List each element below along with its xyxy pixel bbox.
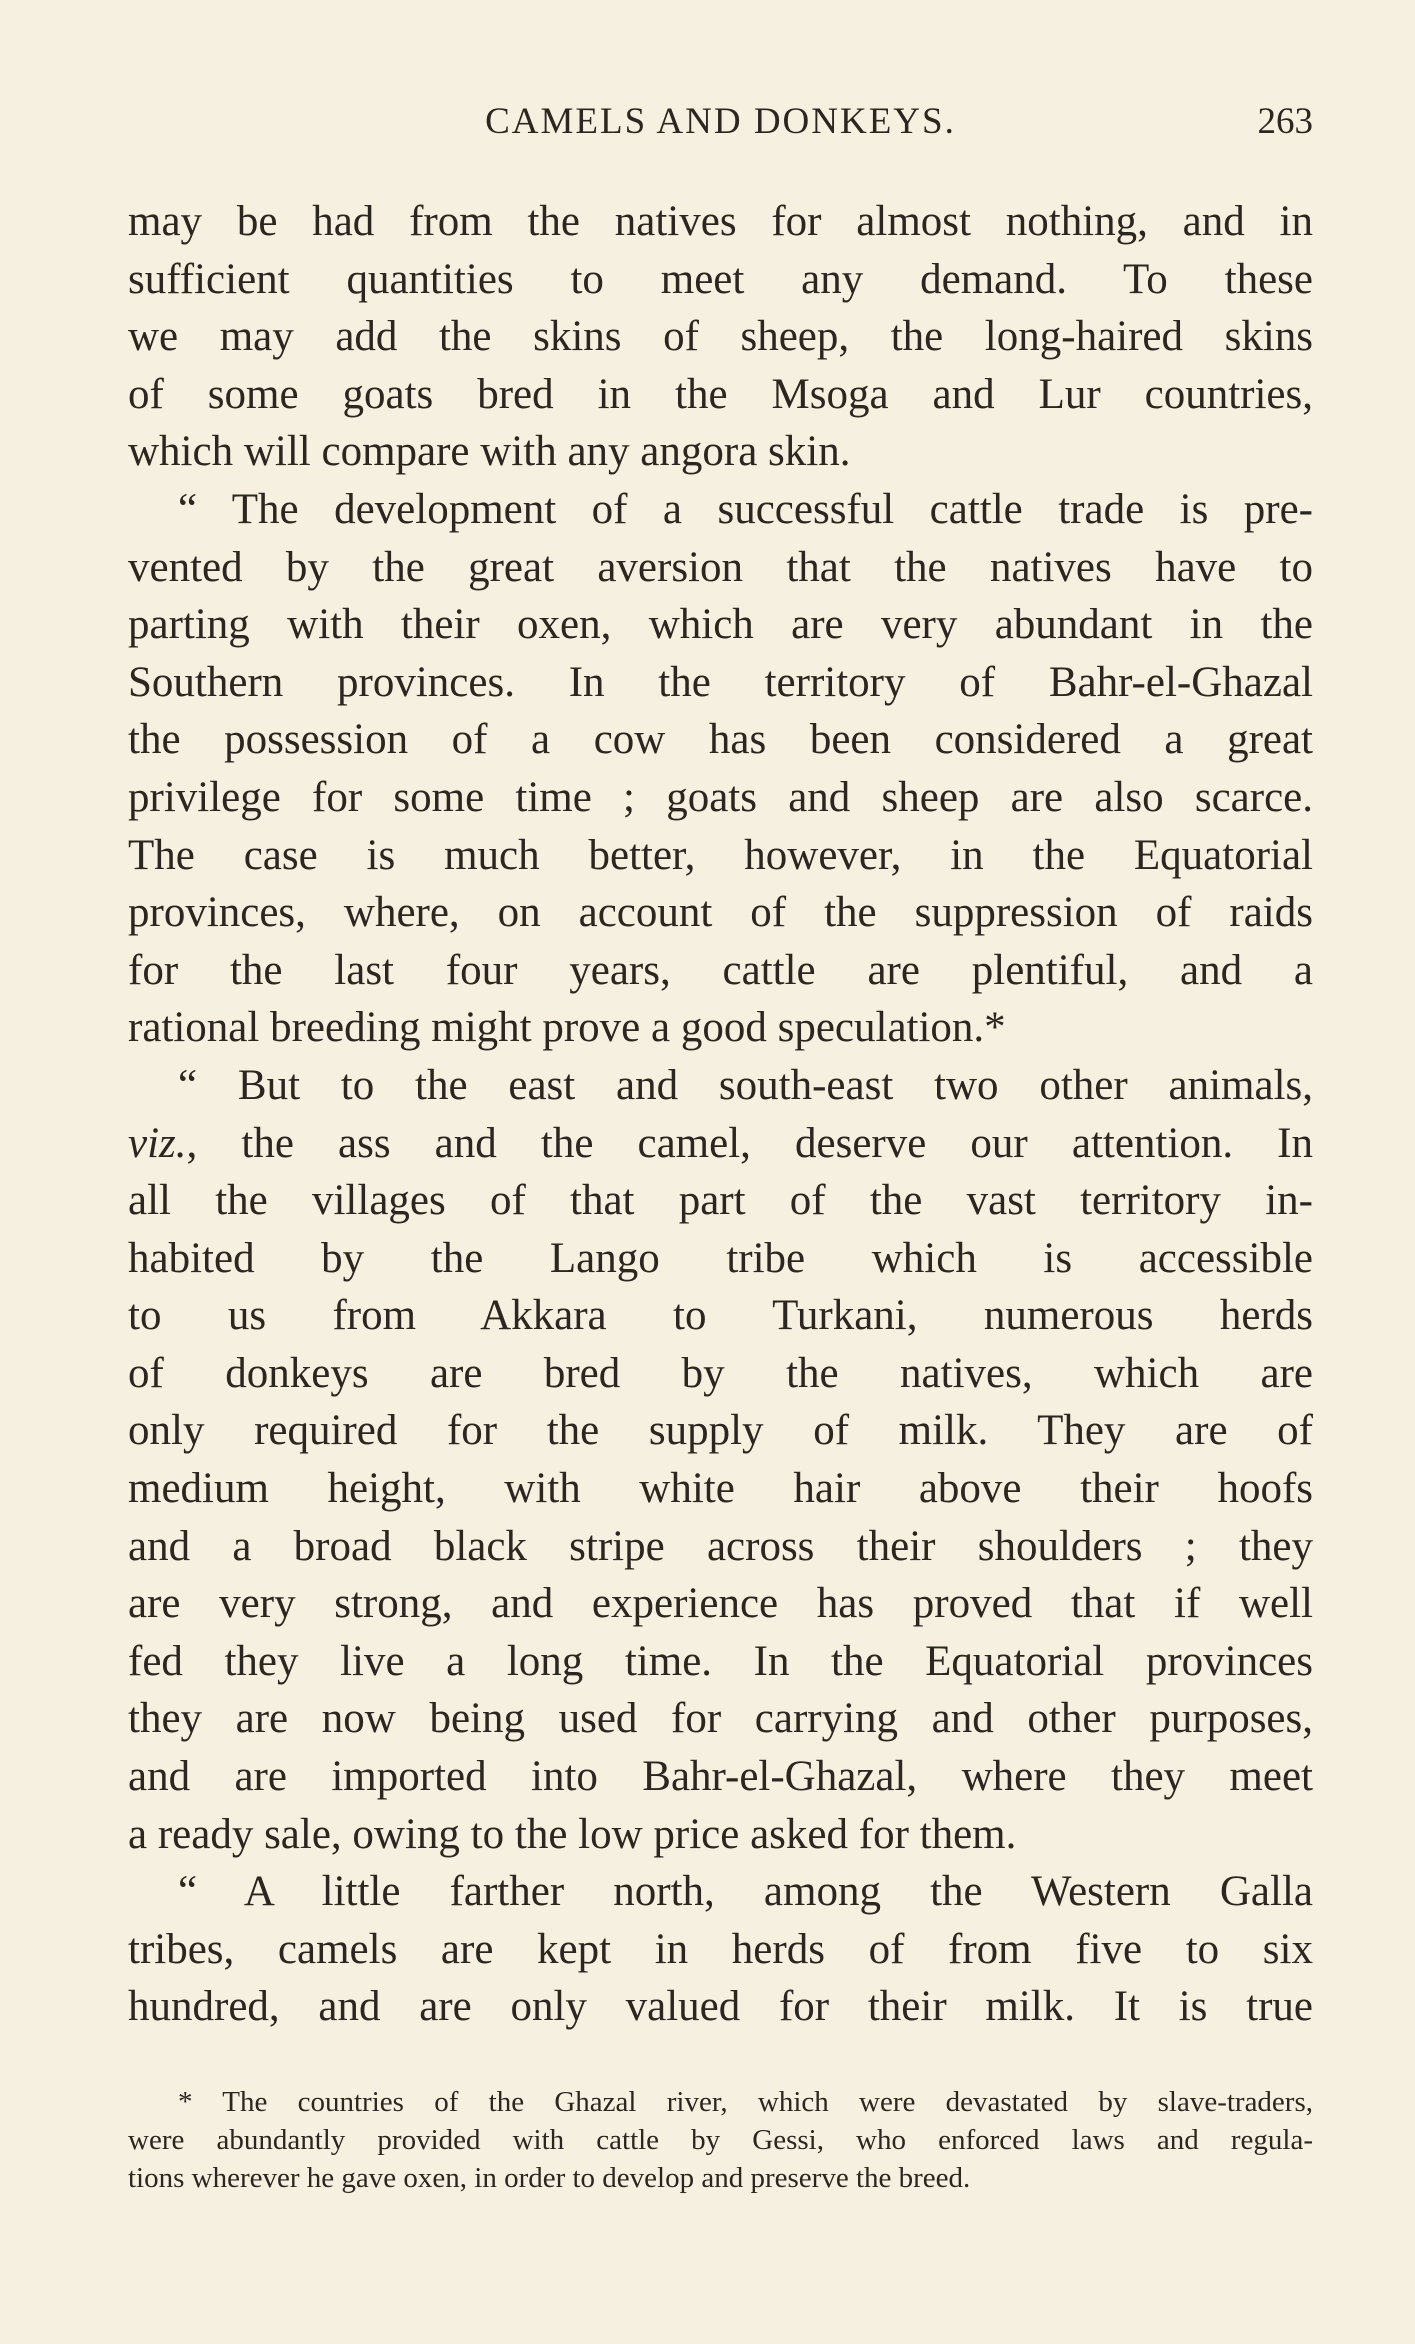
running-title: CAMELS AND DONKEYS.: [485, 101, 956, 142]
text-line: are very strong, and experience has proved that if well: [128, 1580, 1313, 1628]
text-line: “ But to the east and south-east two other animals,: [178, 1061, 1313, 1109]
text-line: sufficient quantities to meet any demand. To these: [128, 255, 1313, 303]
text-line: and a broad black stripe across their shoulders ; they: [128, 1522, 1313, 1570]
text-line: viz., the ass and the camel, deserve our attention. In: [128, 1119, 1313, 1167]
text-line: rational breeding might prove a good speculation.*: [128, 1004, 1006, 1052]
text-line: of donkeys are bred by the natives, which are: [128, 1349, 1313, 1397]
text-line: “ A little farther north, among the Western Galla: [178, 1868, 1313, 1916]
text-line: The case is much better, however, in the Equatorial: [128, 831, 1313, 879]
text-line: vented by the great aversion that the natives have to: [128, 543, 1313, 591]
text-line: which will compare with any angora skin.: [128, 428, 851, 476]
text-line: “ The development of a successful cattle trade is pre-: [178, 485, 1313, 533]
body-text: [128, 193, 1313, 2036]
text-line: we may add the skins of sheep, the long-haired skins: [128, 313, 1313, 361]
footnote-line: tions wherever he gave oxen, in order to develop and preserve the breed.: [128, 2162, 971, 2194]
text-line: they are now being used for carrying and other purposes,: [128, 1695, 1313, 1743]
text-line: of some goats bred in the Msoga and Lur countries,: [128, 370, 1313, 418]
text-line: tribes, camels are kept in herds of from five to six: [128, 1925, 1313, 1973]
footnote-line: * The countries of the Ghazal river, which were devastated by slave-traders,: [178, 2086, 1313, 2118]
text-line: provinces, where, on account of the suppression of raids: [128, 889, 1313, 937]
text-line: parting with their oxen, which are very abundant in the: [128, 601, 1313, 649]
text-line: hundred, and are only valued for their milk. It is true: [128, 1983, 1313, 2031]
text-line: the possession of a cow has been considered a great: [128, 716, 1313, 764]
text-line: medium height, with white hair above their hoofs: [128, 1465, 1313, 1513]
text-line: may be had from the natives for almost nothing, and in: [128, 198, 1313, 245]
text-line: all the villages of that part of the vast territory in-: [128, 1177, 1313, 1225]
text-line: for the last four years, cattle are plentiful, and a: [128, 946, 1313, 994]
footnote: [128, 2083, 1313, 2197]
text-line: a ready sale, owing to the low price asked for them.: [128, 1810, 1017, 1858]
page-number: 263: [1257, 101, 1313, 142]
page-header: [128, 100, 1313, 150]
text-line: to us from Akkara to Turkani, numerous herds: [128, 1292, 1313, 1340]
text-line: only required for the supply of milk. They are of: [128, 1407, 1313, 1455]
text-line: privilege for some time ; goats and sheep are also scarce.: [128, 773, 1313, 821]
footnote-line: were abundantly provided with cattle by Gessi, who enforced laws and regula-: [128, 2124, 1313, 2156]
text-line: and are imported into Bahr-el-Ghazal, where they meet: [128, 1753, 1313, 1801]
text-line: habited by the Lango tribe which is accessible: [128, 1234, 1313, 1282]
text-line: Southern provinces. In the territory of Bahr-el-Ghazal: [128, 658, 1313, 706]
text-line: fed they live a long time. In the Equatorial provinces: [128, 1637, 1313, 1685]
